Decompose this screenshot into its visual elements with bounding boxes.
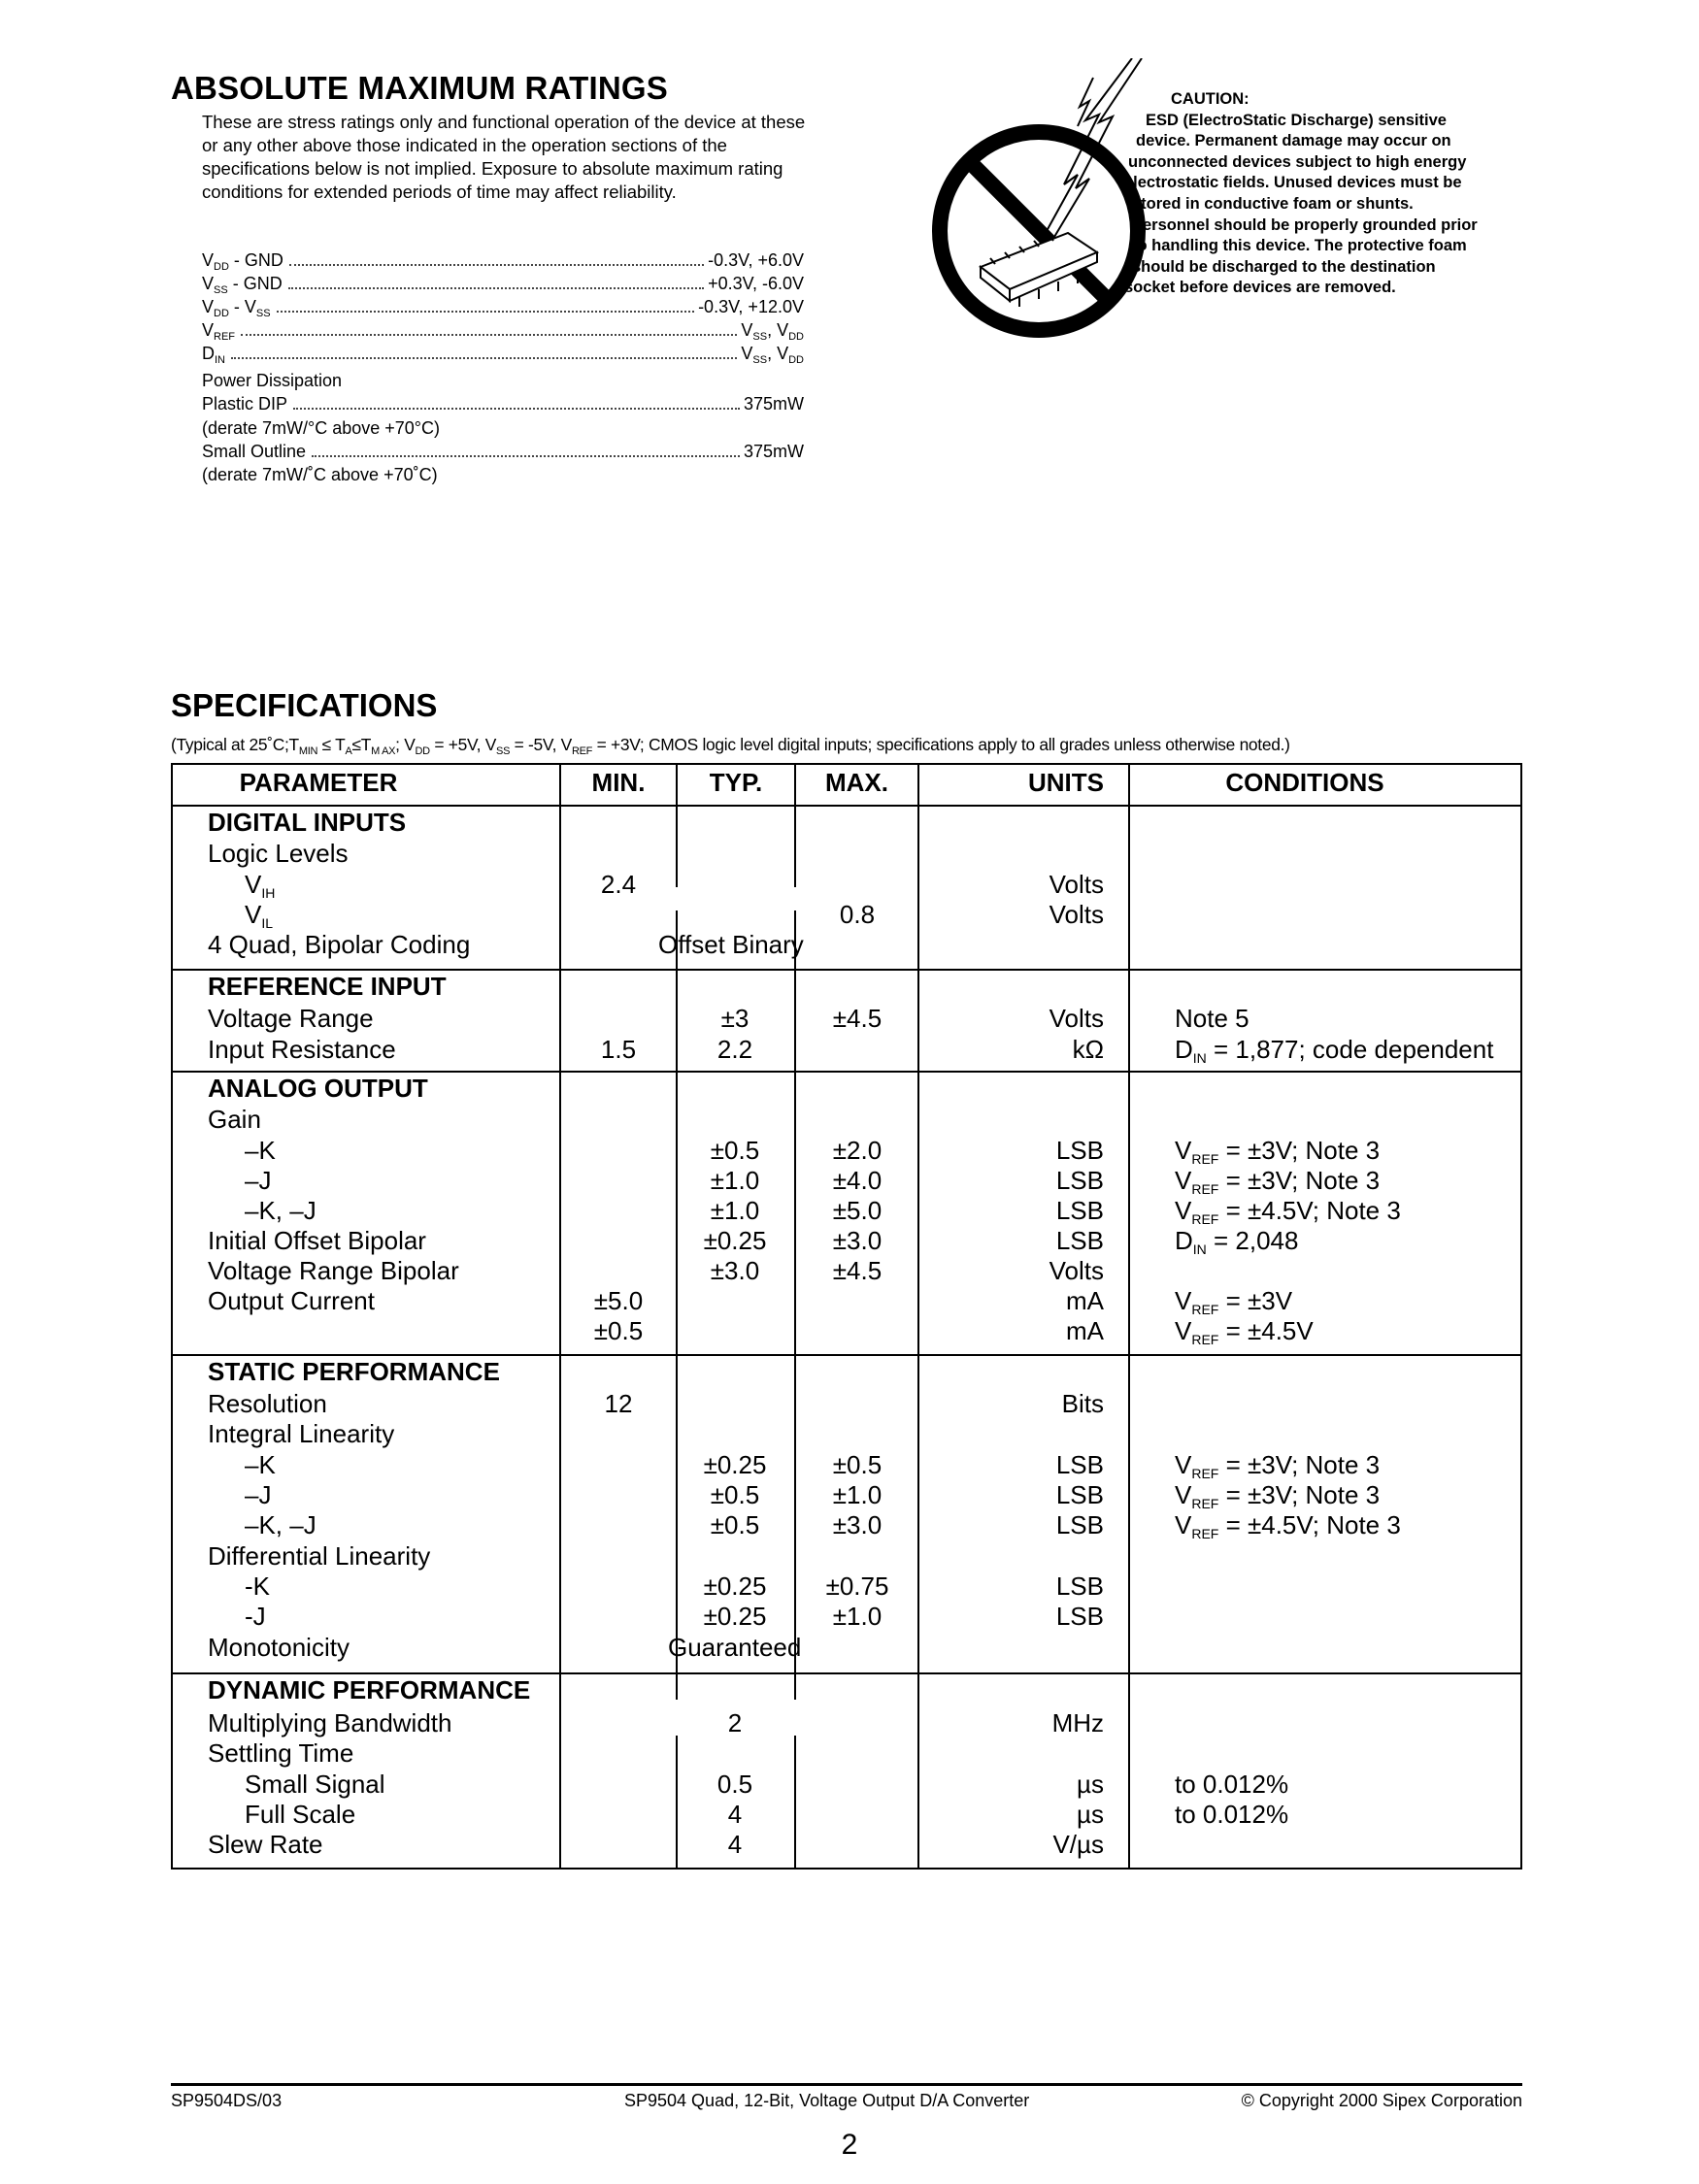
vrange-units: Volts [1049, 1004, 1104, 1033]
inl-j-units: LSB [1055, 1480, 1104, 1509]
rating-plastic-dip: Plastic DIP 375mW [202, 394, 804, 414]
spec-heading: SPECIFICATIONS [171, 687, 438, 723]
inl-j-typ: ±0.5 [710, 1480, 760, 1509]
header-units: UNITS [1028, 768, 1104, 797]
gain-kj-max: ±5.0 [832, 1196, 883, 1225]
rating-vdd-vss: $V_{DD} - V_{SS}$ -0.3V, +12.0V [202, 297, 804, 319]
row-vrange-bipolar: Voltage Range Bipolar [208, 1256, 459, 1285]
full-scale-units: µs [1077, 1800, 1104, 1829]
full-scale-typ: 4 [727, 1800, 743, 1829]
vil-max: 0.8 [839, 900, 876, 929]
gain-kj-units: LSB [1055, 1196, 1104, 1225]
small-signal-units: µs [1077, 1770, 1104, 1799]
row-input-resistance: Input Resistance [208, 1035, 396, 1064]
inl-kj-max: ±3.0 [832, 1510, 883, 1539]
row-dnl-j: -J [245, 1602, 266, 1631]
section-reference-input: REFERENCE INPUT [208, 972, 447, 1001]
inl-kj-typ: ±0.5 [710, 1510, 760, 1539]
spec-table [171, 763, 1522, 1870]
header-min: MIN. [591, 768, 646, 797]
header-max: MAX. [825, 768, 888, 797]
bandwidth-units: MHz [1051, 1708, 1104, 1737]
amr-intro: These are stress ratings only and functional operation of the device at these or any other above those indicated in the operation sections of the specifications below is not implied. Exposure to absolute maximum rating conditions for extended periods of time may affect reliability. [202, 112, 806, 202]
row-monotonicity: Monotonicity [208, 1633, 350, 1662]
row-settling-time: Settling Time [208, 1738, 354, 1768]
header-conditions: CONDITIONS [1225, 768, 1384, 797]
vrange-bipolar-units: Volts [1049, 1256, 1104, 1285]
gain-k-units: LSB [1055, 1136, 1104, 1165]
dnl-k-max: ±0.75 [825, 1572, 889, 1601]
row-resolution: Resolution [208, 1389, 327, 1418]
inl-kj-units: LSB [1055, 1510, 1104, 1539]
dnl-k-units: LSB [1055, 1572, 1104, 1601]
row-dnl-k: -K [245, 1572, 270, 1601]
dnl-j-units: LSB [1055, 1602, 1104, 1631]
vrange-bipolar-typ: ±3.0 [710, 1256, 760, 1285]
vrange-max: ±4.5 [832, 1004, 883, 1033]
row-logic-levels: Logic Levels [208, 839, 349, 868]
slew-rate-units: V/µs [1052, 1830, 1104, 1859]
iout-cond: $V_{REF} = \pm 3V$ [1175, 1286, 1293, 1317]
inl-k-units: LSB [1055, 1450, 1104, 1479]
row-gain-kj: –K, –J [245, 1196, 316, 1225]
row-gain: Gain [208, 1105, 261, 1134]
vrange-cond: Note 5 [1175, 1004, 1249, 1033]
vih-units: Volts [1049, 870, 1104, 899]
vil-units: Volts [1049, 900, 1104, 929]
resolution-min: 12 [604, 1389, 633, 1418]
footer-doc-id: SP9504DS/03 [171, 2091, 283, 2110]
inl-k-max: ±0.5 [832, 1450, 883, 1479]
dnl-j-typ: ±0.25 [703, 1602, 767, 1631]
gain-j-typ: ±1.0 [710, 1166, 760, 1195]
page-number: 2 [841, 2129, 858, 2161]
gain-k-typ: ±0.5 [710, 1136, 760, 1165]
small-outline-derate: (derate 7mW/˚C above +70˚C) [202, 465, 438, 484]
rin-min: 1.5 [600, 1035, 637, 1064]
amr-heading: ABSOLUTE MAXIMUM RATINGS [171, 70, 668, 106]
row-integral-linearity: Integral Linearity [208, 1419, 395, 1448]
rin-cond: $D_{IN} = 1,877$; code dependent [1175, 1035, 1494, 1066]
iout-min: ±5.0 [593, 1286, 644, 1315]
row-inl-kj: –K, –J [245, 1510, 316, 1539]
offset-cond: $D_{IN} = 2,048$ [1175, 1226, 1299, 1257]
row-gain-j: –J [245, 1166, 272, 1195]
iout2-min: ±0.5 [593, 1316, 644, 1345]
monotonicity-value: Guaranteed [668, 1633, 802, 1662]
section-dynamic-performance: DYNAMIC PERFORMANCE [208, 1675, 531, 1704]
rating-small-outline: Small Outline 375mW [202, 442, 804, 461]
row-offset: Initial Offset Bipolar [208, 1226, 426, 1255]
bandwidth-typ: 2 [727, 1708, 743, 1737]
row-output-current: Output Current [208, 1286, 375, 1315]
iout-units: mA [1066, 1286, 1104, 1315]
vrange-typ: ±3 [720, 1004, 750, 1033]
rating-vdd-gnd: $V_{DD}$ - GND -0.3V, +6.0V [202, 250, 804, 273]
footer-title: SP9504 Quad, 12-Bit, Voltage Output D/A Converter [624, 2091, 1030, 2110]
row-vih: $V_{IH}$ [245, 870, 276, 901]
header-parameter: PARAMETER [239, 768, 398, 797]
row-slew-rate: Slew Rate [208, 1830, 323, 1859]
row-differential-linearity: Differential Linearity [208, 1541, 431, 1571]
gain-kj-cond: $V_{REF} = \pm 4.5V$; Note 3 [1175, 1196, 1401, 1227]
slew-rate-typ: 4 [727, 1830, 743, 1859]
dnl-j-max: ±1.0 [832, 1602, 883, 1631]
row-full-scale: Full Scale [245, 1800, 356, 1829]
iout2-cond: $V_{REF} = \pm 4.5V$ [1175, 1316, 1314, 1347]
row-bandwidth: Multiplying Bandwidth [208, 1708, 452, 1737]
offset-typ: ±0.25 [703, 1226, 767, 1255]
row-vil: $V_{IL}$ [245, 900, 274, 931]
gain-j-units: LSB [1055, 1166, 1104, 1195]
gain-k-max: ±2.0 [832, 1136, 883, 1165]
gain-k-cond: $V_{REF} = \pm 3V$; Note 3 [1175, 1136, 1381, 1167]
section-analog-output: ANALOG OUTPUT [208, 1074, 428, 1103]
section-digital-inputs: DIGITAL INPUTS [208, 808, 407, 837]
rating-vref: $V_{REF}$ $V_{SS}$, $V_{DD}$ [202, 320, 804, 343]
full-scale-cond: to 0.012% [1175, 1800, 1289, 1829]
vih-min: 2.4 [600, 870, 637, 899]
rating-vss-gnd: $V_{SS}$ - GND +0.3V, -6.0V [202, 274, 804, 296]
small-signal-cond: to 0.012% [1175, 1770, 1289, 1799]
gain-j-max: ±4.0 [832, 1166, 883, 1195]
vrange-bipolar-max: ±4.5 [832, 1256, 883, 1285]
plastic-dip-derate: (derate 7mW/°C above +70°C) [202, 418, 440, 438]
row-inl-k: –K [245, 1450, 276, 1479]
row-voltage-range: Voltage Range [208, 1004, 374, 1033]
offset-max: ±3.0 [832, 1226, 883, 1255]
inl-k-typ: ±0.25 [703, 1450, 767, 1479]
spec-conditions-note: (Typical at $25˚C;T_{MIN} \le T_A\le T_{M AX}$; $V_{DD} = +5V$, $V_{SS} = -5V$, $V_{REF} = +3V$; CMOS logic level digital inputs; specifications apply to all grades unless otherwise noted.) [171, 735, 1290, 757]
row-coding: 4 Quad, Bipolar Coding [208, 930, 471, 959]
inl-k-cond: $V_{REF} = \pm 3V$; Note 3 [1175, 1450, 1381, 1481]
inl-j-cond: $V_{REF} = \pm 3V$; Note 3 [1175, 1480, 1381, 1511]
footer-copyright: © Copyright 2000 Sipex Corporation [1241, 2091, 1522, 2110]
offset-units: LSB [1055, 1226, 1104, 1255]
section-static-performance: STATIC PERFORMANCE [208, 1357, 500, 1386]
resolution-units: Bits [1061, 1389, 1104, 1418]
gain-j-cond: $V_{REF} = \pm 3V$; Note 3 [1175, 1166, 1381, 1197]
inl-j-max: ±1.0 [832, 1480, 883, 1509]
iout2-units: mA [1066, 1316, 1104, 1345]
rating-din: $D_{IN}$ $V_{SS}$, $V_{DD}$ [202, 344, 804, 366]
header-typ: TYP. [709, 768, 763, 797]
row-gain-k: –K [245, 1136, 276, 1165]
small-signal-typ: 0.5 [716, 1770, 753, 1799]
esd-caution-text: CAUTION: ESD (ElectroStatic Discharge) sensitive device. Permanent damage may occur on unconnected devices subject to high energy electrostatic fields. Unused devices must be stored in conductive foam or shunts. Personnel should be properly grounded prior to handling this device. The protective foam should be discharged to the destination socket before devices are removed. [1124, 90, 1478, 297]
rin-units: kΩ [1072, 1035, 1104, 1064]
row-inl-j: –J [245, 1480, 272, 1509]
dnl-k-typ: ±0.25 [703, 1572, 767, 1601]
gain-kj-typ: ±1.0 [710, 1196, 760, 1225]
rin-typ: 2.2 [716, 1035, 753, 1064]
inl-kj-cond: $V_{REF} = \pm 4.5V$; Note 3 [1175, 1510, 1401, 1541]
power-dissipation-label: Power Dissipation [202, 371, 343, 390]
footer-rule [171, 2083, 1522, 2086]
row-small-signal: Small Signal [245, 1770, 385, 1799]
coding-value: Offset Binary [658, 930, 804, 959]
